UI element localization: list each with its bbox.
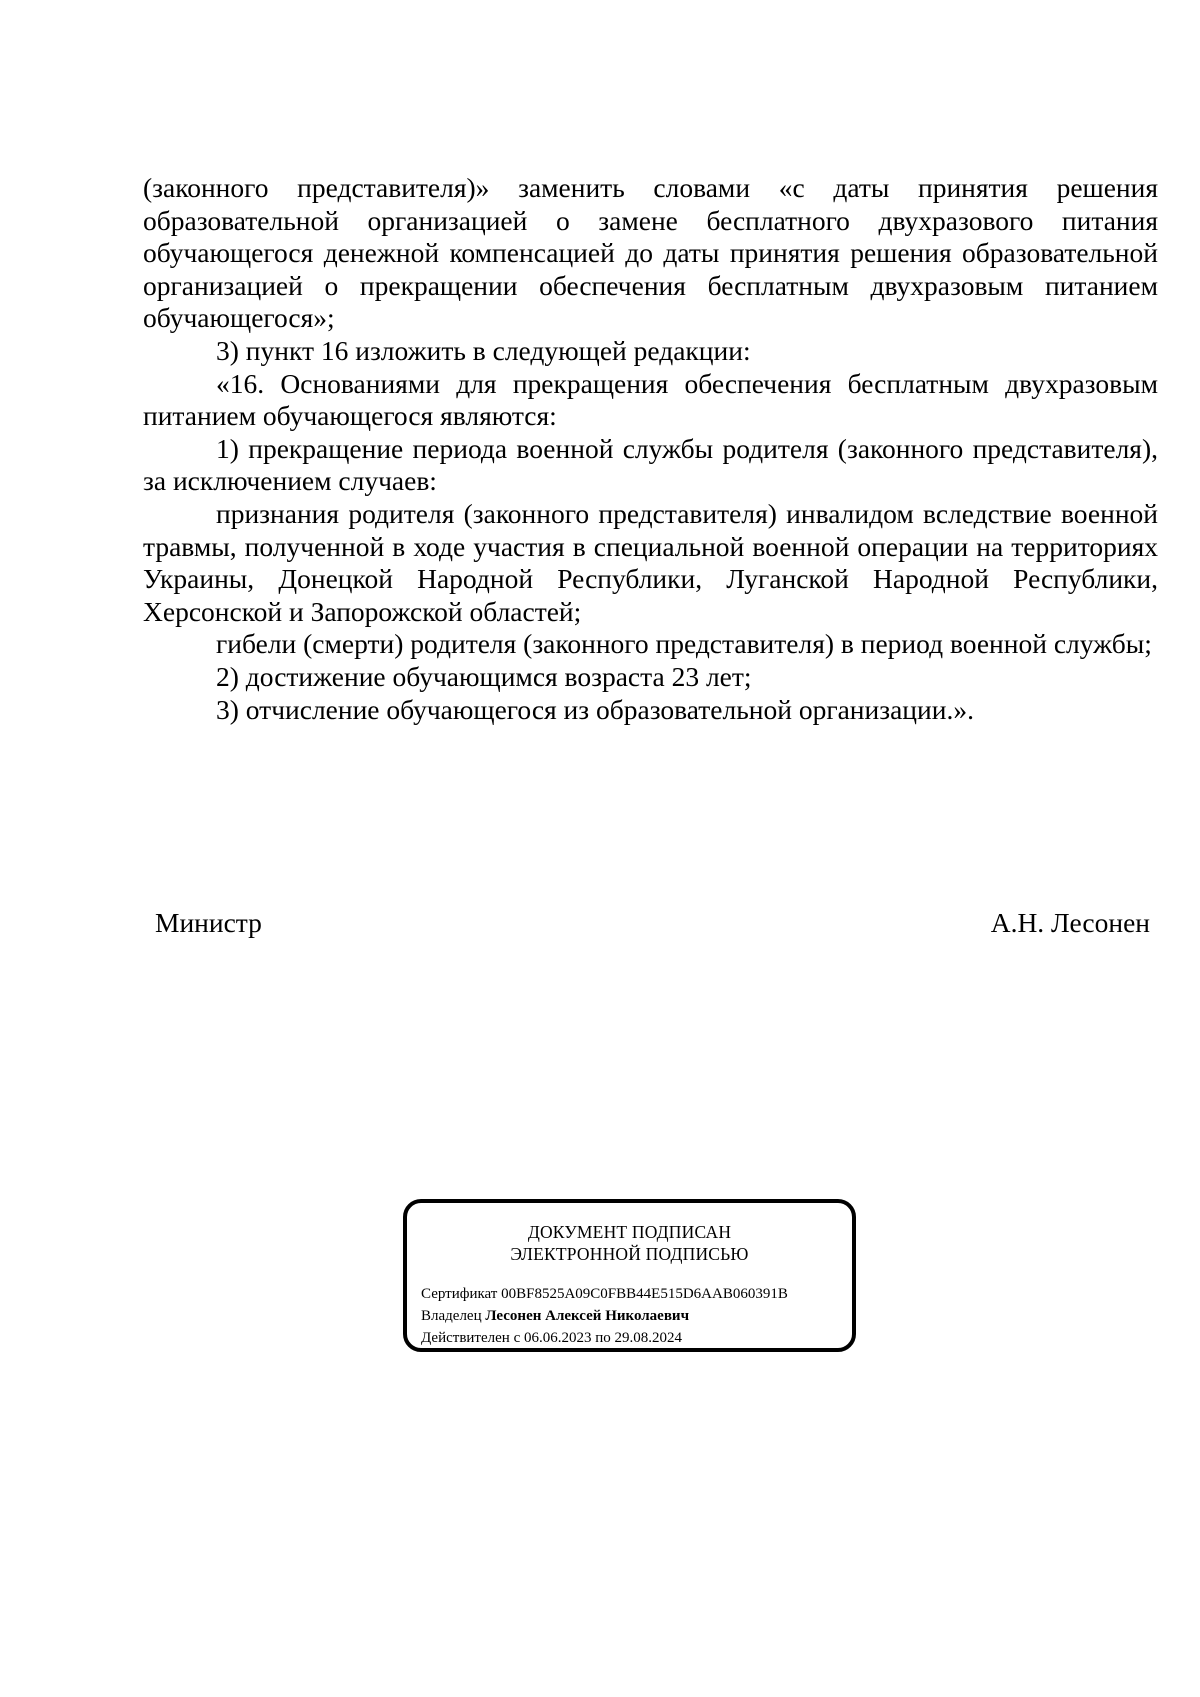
paragraph: 1) прекращение периода военной службы родителя (законного представителя), за исключением случаев: <box>143 432 1158 497</box>
document-body <box>143 172 1158 726</box>
certificate-value: 00BF8525A09C0FBB44E515D6AAB060391B <box>501 1286 788 1302</box>
stamp-title-line: ЭЛЕКТРОННОЙ ПОДПИСЬЮ <box>510 1244 749 1264</box>
owner-value: Лесонен Алексей Николаевич <box>485 1308 690 1324</box>
paragraph: признания родителя (законного представителя) инвалидом вследствие военной травмы, полученной в ходе участия в специальной военной операции на территориях Украины, Донецкой Народной Республики, Луганской Народной Республики, Херсонской и Запорожской областей; <box>143 497 1158 627</box>
owner-label: Владелец <box>421 1308 482 1324</box>
validity-from-prefix: с <box>513 1330 521 1346</box>
certificate-row <box>421 1283 788 1305</box>
paragraph: 3) пункт 16 изложить в следующей редакции: <box>216 334 751 366</box>
paragraph: гибели (смерти) родителя (законного представителя) в период военной службы; <box>216 628 1152 660</box>
validity-label: Действителен <box>421 1330 510 1346</box>
signatory-position: Министр <box>155 907 262 938</box>
validity-to: 29.08.2024 <box>614 1330 683 1346</box>
paragraph: 2) достижение обучающимся возраста 23 лет; <box>216 660 752 692</box>
stamp-title <box>407 1221 852 1265</box>
validity-row <box>421 1327 788 1349</box>
electronic-signature-stamp <box>403 1199 856 1352</box>
certificate-label: Сертификат <box>421 1286 498 1302</box>
stamp-details <box>421 1283 788 1349</box>
signatory-name: А.Н. Лесонен <box>990 907 1150 938</box>
paragraph: «16. Основаниями для прекращения обеспечения бесплатным двухразовым питанием обучающегося являются: <box>143 367 1158 432</box>
validity-to-prefix: по <box>595 1330 611 1346</box>
paragraph: 3) отчисление обучающегося из образовательной организации.». <box>216 693 974 725</box>
owner-row <box>421 1305 788 1327</box>
stamp-title-line: ДОКУМЕНТ ПОДПИСАН <box>527 1222 732 1242</box>
validity-from: 06.06.2023 <box>523 1330 592 1346</box>
paragraph: (законного представителя)» заменить словами «с даты принятия решения образовательной организацией о замене бесплатного двухразового питания обучающегося денежной компенсацией до даты принятия решения образовательной организацией о прекращении обеспечения бесплатным двухразовым питанием обучающегося»; <box>143 172 1158 334</box>
